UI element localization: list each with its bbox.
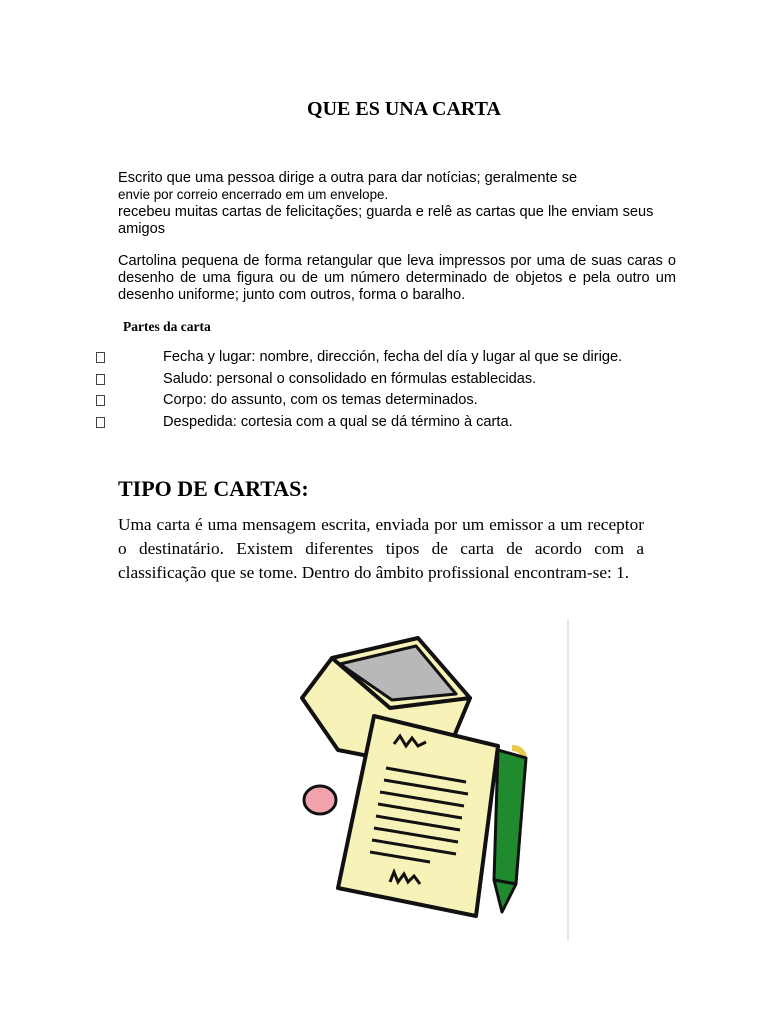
page-title: QUE ES UNA CARTA (307, 98, 501, 120)
intro-line-2: envie por correio encerrado em um envelope. (118, 187, 389, 202)
list-item-text: Fecha y lugar: nombre, dirección, fecha del día y lugar al que se dirige. (163, 349, 623, 365)
intro-line-3: recebeu muitas cartas de felicitações; guarda e relê as cartas que lhe enviam seus amigos (118, 204, 654, 237)
intro-line-1: Escrito que uma pessoa dirige a outra para dar notícias; geralmente se (118, 170, 578, 186)
bullet-box-icon (96, 395, 105, 406)
cartolina-paragraph: Cartolina pequena de forma retangular que leva impressos por uma de suas caras o desenho de uma figura ou de um número determinado de objetos e pela outro um desenho uniforme; junto com outros, forma o baralho. (118, 253, 676, 303)
bullet-box-icon (96, 374, 105, 385)
bullet-box-icon (96, 352, 105, 363)
list-item-text: Saludo: personal o consolidado en fórmulas establecidas. (163, 371, 537, 387)
pen-icon (494, 748, 526, 912)
types-paragraph: Uma carta é uma mensagem escrita, enviada por um emissor a um receptor o destinatário. Existem diferentes tipos de carta de acordo com a classificação que se tome. Dentro do âmbito profissional encontram-se: 1. (118, 515, 644, 582)
list-item-text: Corpo: do assunto, com os temas determinados. (163, 392, 478, 408)
types-heading: TIPO DE CARTAS: (118, 476, 309, 501)
letter-illustration (290, 620, 580, 940)
bullet-box-icon (96, 417, 105, 428)
eraser-icon (304, 786, 336, 814)
list-item-text: Despedida: cortesia com a qual se dá término à carta. (163, 414, 513, 430)
parts-heading: Partes da carta (123, 319, 211, 334)
